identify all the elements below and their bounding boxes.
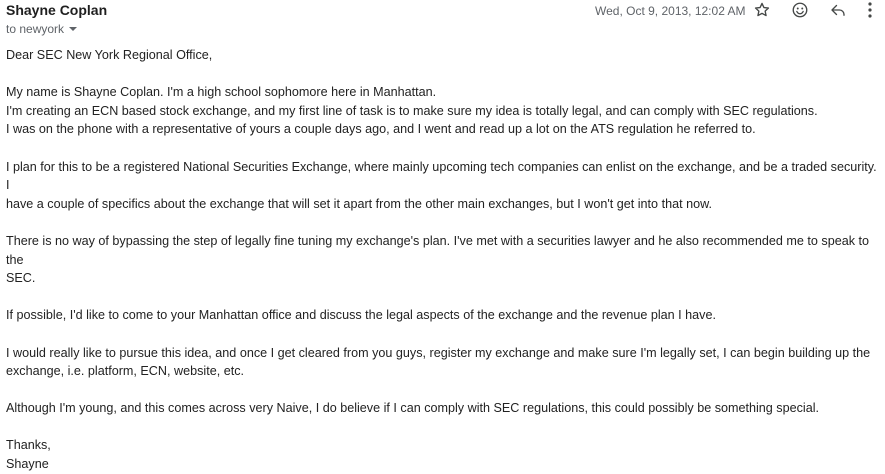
signature: Shayne — [6, 457, 49, 472]
add-reaction-button[interactable] — [789, 0, 811, 20]
paragraph-line: Although I'm young, and this comes across very Naive, I do believe if I can comply with SEC regulations, this could possibly be something special. — [6, 401, 820, 416]
paragraph-line: have a couple of specifics about the exchange that will set it apart from the other main exchanges, but I won't get into that now. — [6, 196, 712, 211]
paragraph-line: I plan for this to be a registered National Securities Exchange, where mainly upcoming tech companies can enlist on the exchange, and be a traded security. I — [6, 159, 877, 193]
reply-icon — [829, 1, 847, 19]
paragraph-line: If possible, I'd like to come to your Manhattan office and discuss the legal aspects of the exchange and the revenue plan I have. — [6, 308, 716, 323]
spacer — [6, 213, 882, 232]
spacer — [6, 418, 882, 437]
chevron-down-icon[interactable] — [69, 27, 77, 31]
closing: Thanks, — [6, 438, 51, 453]
paragraph-line: SEC. — [6, 271, 36, 286]
email-body — [6, 46, 882, 474]
recipient-line[interactable] — [6, 21, 77, 37]
paragraph-line: I would really like to pursue this idea, and once I get cleared from you guys, register my exchange and make sure I'm legally set, I can begin building up the — [6, 345, 871, 360]
star-button[interactable] — [751, 0, 773, 20]
emoji-icon — [791, 1, 809, 19]
paragraph-line: There is no way of bypassing the step of legally fine tuning my exchange's plan. I've met with a securities lawyer and he also recommended me to speak to the — [6, 233, 870, 267]
spacer — [6, 65, 882, 84]
more-options-button[interactable] — [860, 0, 880, 20]
more-vert-icon — [867, 1, 873, 19]
paragraph-line: exchange, i.e. platform, ECN, website, etc. — [6, 364, 244, 379]
spacer — [6, 381, 882, 400]
paragraph-line: I'm creating an ECN based stock exchange, and my first line of task is to make sure my idea is totally legal, and can comply with SEC regulations. — [6, 103, 818, 118]
reply-button[interactable] — [827, 0, 849, 20]
recipient-label: to newyork — [6, 22, 65, 36]
paragraph-line: I was on the phone with a representative of yours a couple days ago, and I went and read up a lot on the ATS regulation he referred to. — [6, 122, 756, 137]
paragraph-line: My name is Shayne Coplan. I'm a high school sophomore here in Manhattan. — [6, 85, 437, 100]
email-date: Wed, Oct 9, 2013, 12:02 AM — [595, 4, 746, 18]
greeting: Dear SEC New York Regional Office, — [6, 48, 213, 62]
spacer — [6, 139, 882, 158]
sender-name[interactable]: Shayne Coplan — [6, 2, 108, 18]
spacer — [6, 288, 882, 307]
star-icon — [753, 1, 771, 19]
spacer — [6, 325, 882, 344]
